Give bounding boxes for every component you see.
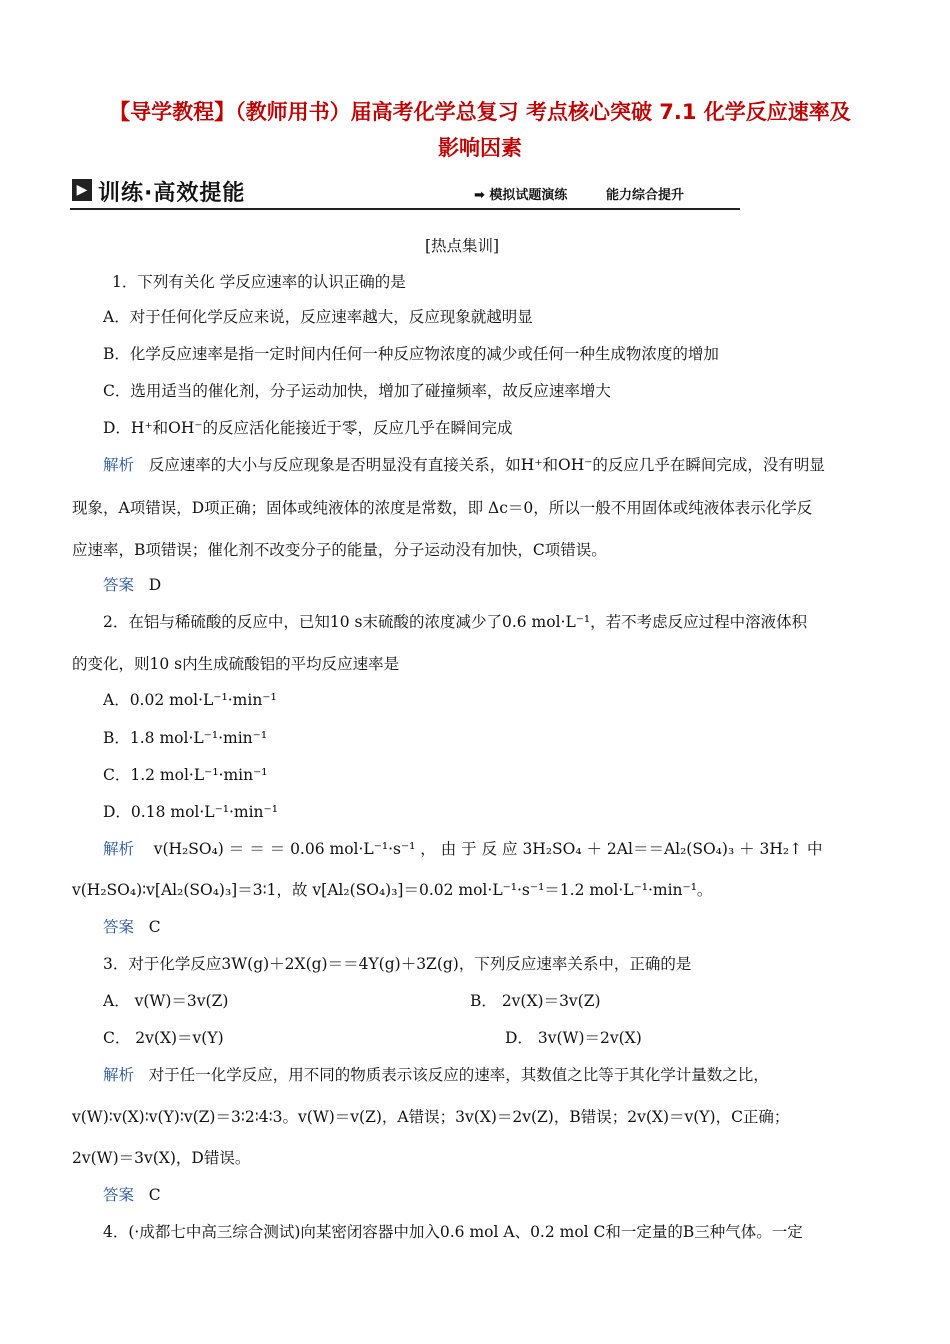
q1-answer	[103, 575, 161, 595]
banner-subtitle-2: 能力综合提升	[606, 188, 685, 203]
title-line-1: 【导学教程】（教师用书）届高考化学总复习 考点核心突破 7.1 化学反应速率及	[109, 100, 851, 124]
q1-stem: 1．下列有关化 学反应速率的认识正确的是	[112, 273, 406, 291]
q1-option-b: B．化学反应速率是指一定时间内任何一种反应物浓度的减少或任何一种生成物浓度的增加	[103, 345, 719, 363]
title-line-2: 影响因素	[438, 136, 522, 160]
q2-option-a: A．0.02 mol·L⁻¹·min⁻¹	[103, 691, 277, 709]
q3-option-b: B． 2v(X)＝3v(Z)	[470, 992, 601, 1010]
q2-answer	[103, 917, 161, 937]
banner-subtitle-1: ➡ 模拟试题演练	[474, 188, 568, 203]
q2-option-c: C．1.2 mol·L⁻¹·min⁻¹	[103, 766, 268, 784]
answer-value: C	[148, 918, 161, 936]
q1-analysis-line-3: 应速率，B项错误；催化剂不改变分子的能量，分子运动没有加快，C项错误。	[72, 541, 607, 559]
q2-stem-line-1: 2．在铝与稀硫酸的反应中，已知10 s末硫酸的浓度减少了0.6 mol·L⁻¹，若不考虑反应过程中溶液体积	[103, 613, 808, 631]
q1-analysis-line-2: 现象，A项错误，D项正确；固体或纯液体的浓度是常数，即 Δc＝0，所以一般不用固体或纯液体表示化学反	[72, 499, 813, 517]
analysis-text: 反应速率的大小与反应现象是否明显没有直接关系，如H⁺和OH⁻的反应几乎在瞬间完成，没有明显	[148, 456, 825, 474]
q2-analysis-line-1	[103, 839, 823, 859]
document-title	[80, 94, 880, 166]
answer-value: C	[148, 1186, 161, 1204]
q1-option-a: A．对于任何化学反应来说，反应速率越大，反应现象就越明显	[103, 308, 533, 326]
analysis-text: v(H₂SO₄) ＝ ＝ ＝ 0.06 mol·L⁻¹·s⁻¹ ， 由 于 反 应 3H₂SO₄ ＋ 2Al＝＝Al₂(SO₄)₃ ＋ 3H₂↑ 中	[153, 840, 823, 858]
analysis-label: 解析	[103, 840, 135, 858]
section-banner	[70, 176, 740, 210]
banner-title: 训练·高效提能	[98, 181, 246, 206]
play-triangle-icon: ▶	[72, 179, 92, 201]
q3-stem: 3．对于化学反应3W(g)＋2X(g)＝＝4Y(g)＋3Z(g)，下列反应速率关系中，正确的是	[103, 955, 692, 973]
section-title: [热点集训]	[425, 237, 500, 255]
analysis-label: 解析	[103, 1066, 135, 1084]
q3-option-c: C． 2v(X)＝v(Y)	[103, 1029, 224, 1047]
q2-option-b: B．1.8 mol·L⁻¹·min⁻¹	[103, 729, 268, 747]
answer-value: D	[148, 576, 162, 594]
q1-option-c: C．选用适当的催化剂，分子运动加快，增加了碰撞频率，故反应速率增大	[103, 382, 611, 400]
answer-label: 答案	[103, 1186, 135, 1204]
q1-option-d: D．H⁺和OH⁻的反应活化能接近于零，反应几乎在瞬间完成	[103, 419, 513, 437]
q3-analysis-line-1	[103, 1065, 769, 1085]
q3-answer	[103, 1185, 161, 1205]
q3-analysis-line-2: v(W)∶v(X)∶v(Y)∶v(Z)＝3∶2∶4∶3。v(W)＝v(Z)，A错误；3v(X)＝2v(Z)，B错误；2v(X)＝v(Y)，C正确；	[72, 1108, 790, 1126]
q2-stem-line-2: 的变化，则10 s内生成硫酸铝的平均反应速率是	[72, 655, 400, 673]
q3-option-d: D． 3v(W)＝2v(X)	[505, 1029, 642, 1047]
answer-label: 答案	[103, 918, 135, 936]
q2-analysis-line-2: v(H₂SO₄)∶v[Al₂(SO₄)₃]＝3∶1，故 v[Al₂(SO₄)₃]＝0.02 mol·L⁻¹·s⁻¹＝1.2 mol·L⁻¹·min⁻¹。	[72, 881, 713, 899]
analysis-text: 对于任一化学反应，用不同的物质表示该反应的速率，其数值之比等于其化学计量数之比，	[148, 1066, 769, 1084]
q3-option-a: A． v(W)＝3v(Z)	[103, 992, 229, 1010]
q4-stem: 4．(·成都七中高三综合测试)向某密闭容器中加入0.6 mol A、0.2 mol C和一定量的B三种气体。一定	[103, 1223, 803, 1241]
q3-analysis-line-3: 2v(W)＝3v(X)，D错误。	[72, 1149, 251, 1167]
q1-analysis-line-1	[103, 455, 825, 475]
q2-option-d: D．0.18 mol·L⁻¹·min⁻¹	[103, 803, 278, 821]
answer-label: 答案	[103, 576, 135, 594]
analysis-label: 解析	[103, 456, 135, 474]
